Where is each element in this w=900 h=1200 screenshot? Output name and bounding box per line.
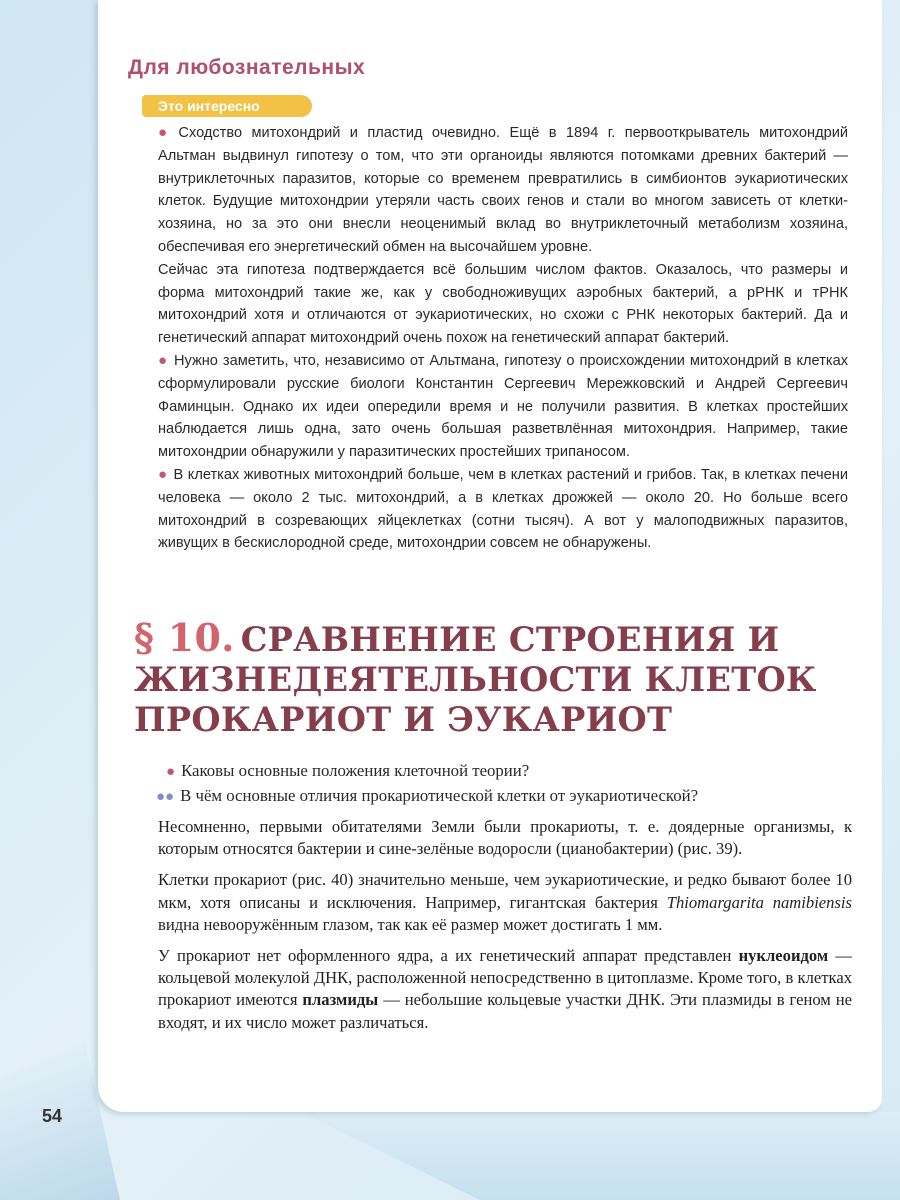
question-item: ●● В чём основные отличия прокариотической клетки от эукариотической? <box>156 786 699 805</box>
heading-text: СРАВНЕНИЕ СТРОЕНИЯ И ЖИЗНЕДЕЯТЕЛЬНОСТИ КЛЕТОК ПРОКАРИОТ И ЭУКАРИОТ <box>134 620 817 739</box>
interesting-box <box>158 122 848 555</box>
species-name: Thiomargarita namibiensis <box>666 892 852 912</box>
info-paragraph: ● Нужно заметить, что, независимо от Альтмана, гипотезу о происхождении митохондрий в клетках сформулировали русские биологи Константин Сергеевич Мережковский и Андрей Сергеевич Фаминцын. Однако их идеи опередили время и не получили развития. В клетках простейших наблюдается лишь одна, зато очень большая разветвлённая митохондрия. Например, такие митохондрии обнаружили у паразитических простейших трипаносом. <box>158 351 848 461</box>
term-plasmids: плазмиды <box>302 990 379 1010</box>
question-item: ● Каковы основные положения клеточной теории? <box>166 761 530 780</box>
interesting-badge: Это интересно <box>142 95 312 117</box>
page-number: 54 <box>42 1106 63 1126</box>
double-bullet-icon: ●● <box>156 789 175 805</box>
term-nucleoid: нуклеоидом <box>738 946 829 966</box>
info-paragraph: ● Сходство митохондрий и пластид очевидно. Ещё в 1894 г. первооткрыватель митохондрий Альтман выдвинул гипотезу о том, что эти органоиды являются потомками древних бактерий — внутриклеточных паразитов, которые со временем превратились в симбионтов эукариотических клеток. Будущие митохондрии утеряли часть своих генов и стали во многом зависеть от клетки-хозяина, но за это они внесли неоценимый вклад во внутриклеточный метаболизм хозяина, обеспечивая его энергетический обмен на высочайшем уровне. <box>158 124 848 255</box>
bullet-icon: ● <box>166 764 176 780</box>
main-text <box>158 816 852 1043</box>
body-paragraph: Клетки прокариот (рис. 40) значительно меньше, чем эукариотические, и редко бывают более 10 мкм, хотя описаны и исключения. Например, гигантская бактерия Thiomargarita namibiensis видна невооружённым глазом, так как её размер может достигать 1 мм. <box>158 870 852 934</box>
review-questions <box>156 759 856 809</box>
info-paragraph: ● В клетках животных митохондрий больше, чем в клетках растений и грибов. Так, в клетках печени человека — около 2 тыс. митохондрий, а в клетках дрожжей — около 20. Но больше всего митохондрий в созревающих яйцеклетках (сотни тысяч). А вот у малоподвижных паразитов, живущих в бескислородной среде, митохондрии совсем не обнаружены. <box>158 465 848 552</box>
bullet-icon: ● <box>158 124 173 141</box>
body-paragraph: У прокариот нет оформленного ядра, а их генетический аппарат представлен нуклеоидом — кольцевой молекулой ДНК, расположенной непосредственно в цитоплазме. Кроме того, в клетках прокариот имеются плазмиды — небольшие кольцевые участки ДНК. Эти плазмиды в геном не входят, и их число может различаться. <box>158 946 852 1032</box>
paragraph-heading <box>134 615 854 740</box>
paragraph-number: § 10. <box>134 615 235 660</box>
background-shape-bottom <box>300 1112 900 1200</box>
section-title: Для любознательных <box>128 56 366 79</box>
info-paragraph: Сейчас эта гипотеза подтверждается всё большим числом фактов. Оказалось, что размеры и форма митохондрий такие же, как у свободноживущих аэробных бактерий, а рРНК и тРНК митохондрий хотя и отличаются от эукариотических, но схожи с РНК некоторых бактерий. Да и генетический аппарат митохондрий очень похож на генетический аппарат бактерий. <box>158 261 848 347</box>
bullet-icon: ● <box>158 351 168 369</box>
body-paragraph: Несомненно, первыми обитателями Земли были прокариоты, т. е. доядерные организмы, к которым относятся бактерии и сине-зелёные водоросли (цианобактерии) (рис. 39). <box>158 817 852 859</box>
bullet-icon: ● <box>158 465 168 483</box>
